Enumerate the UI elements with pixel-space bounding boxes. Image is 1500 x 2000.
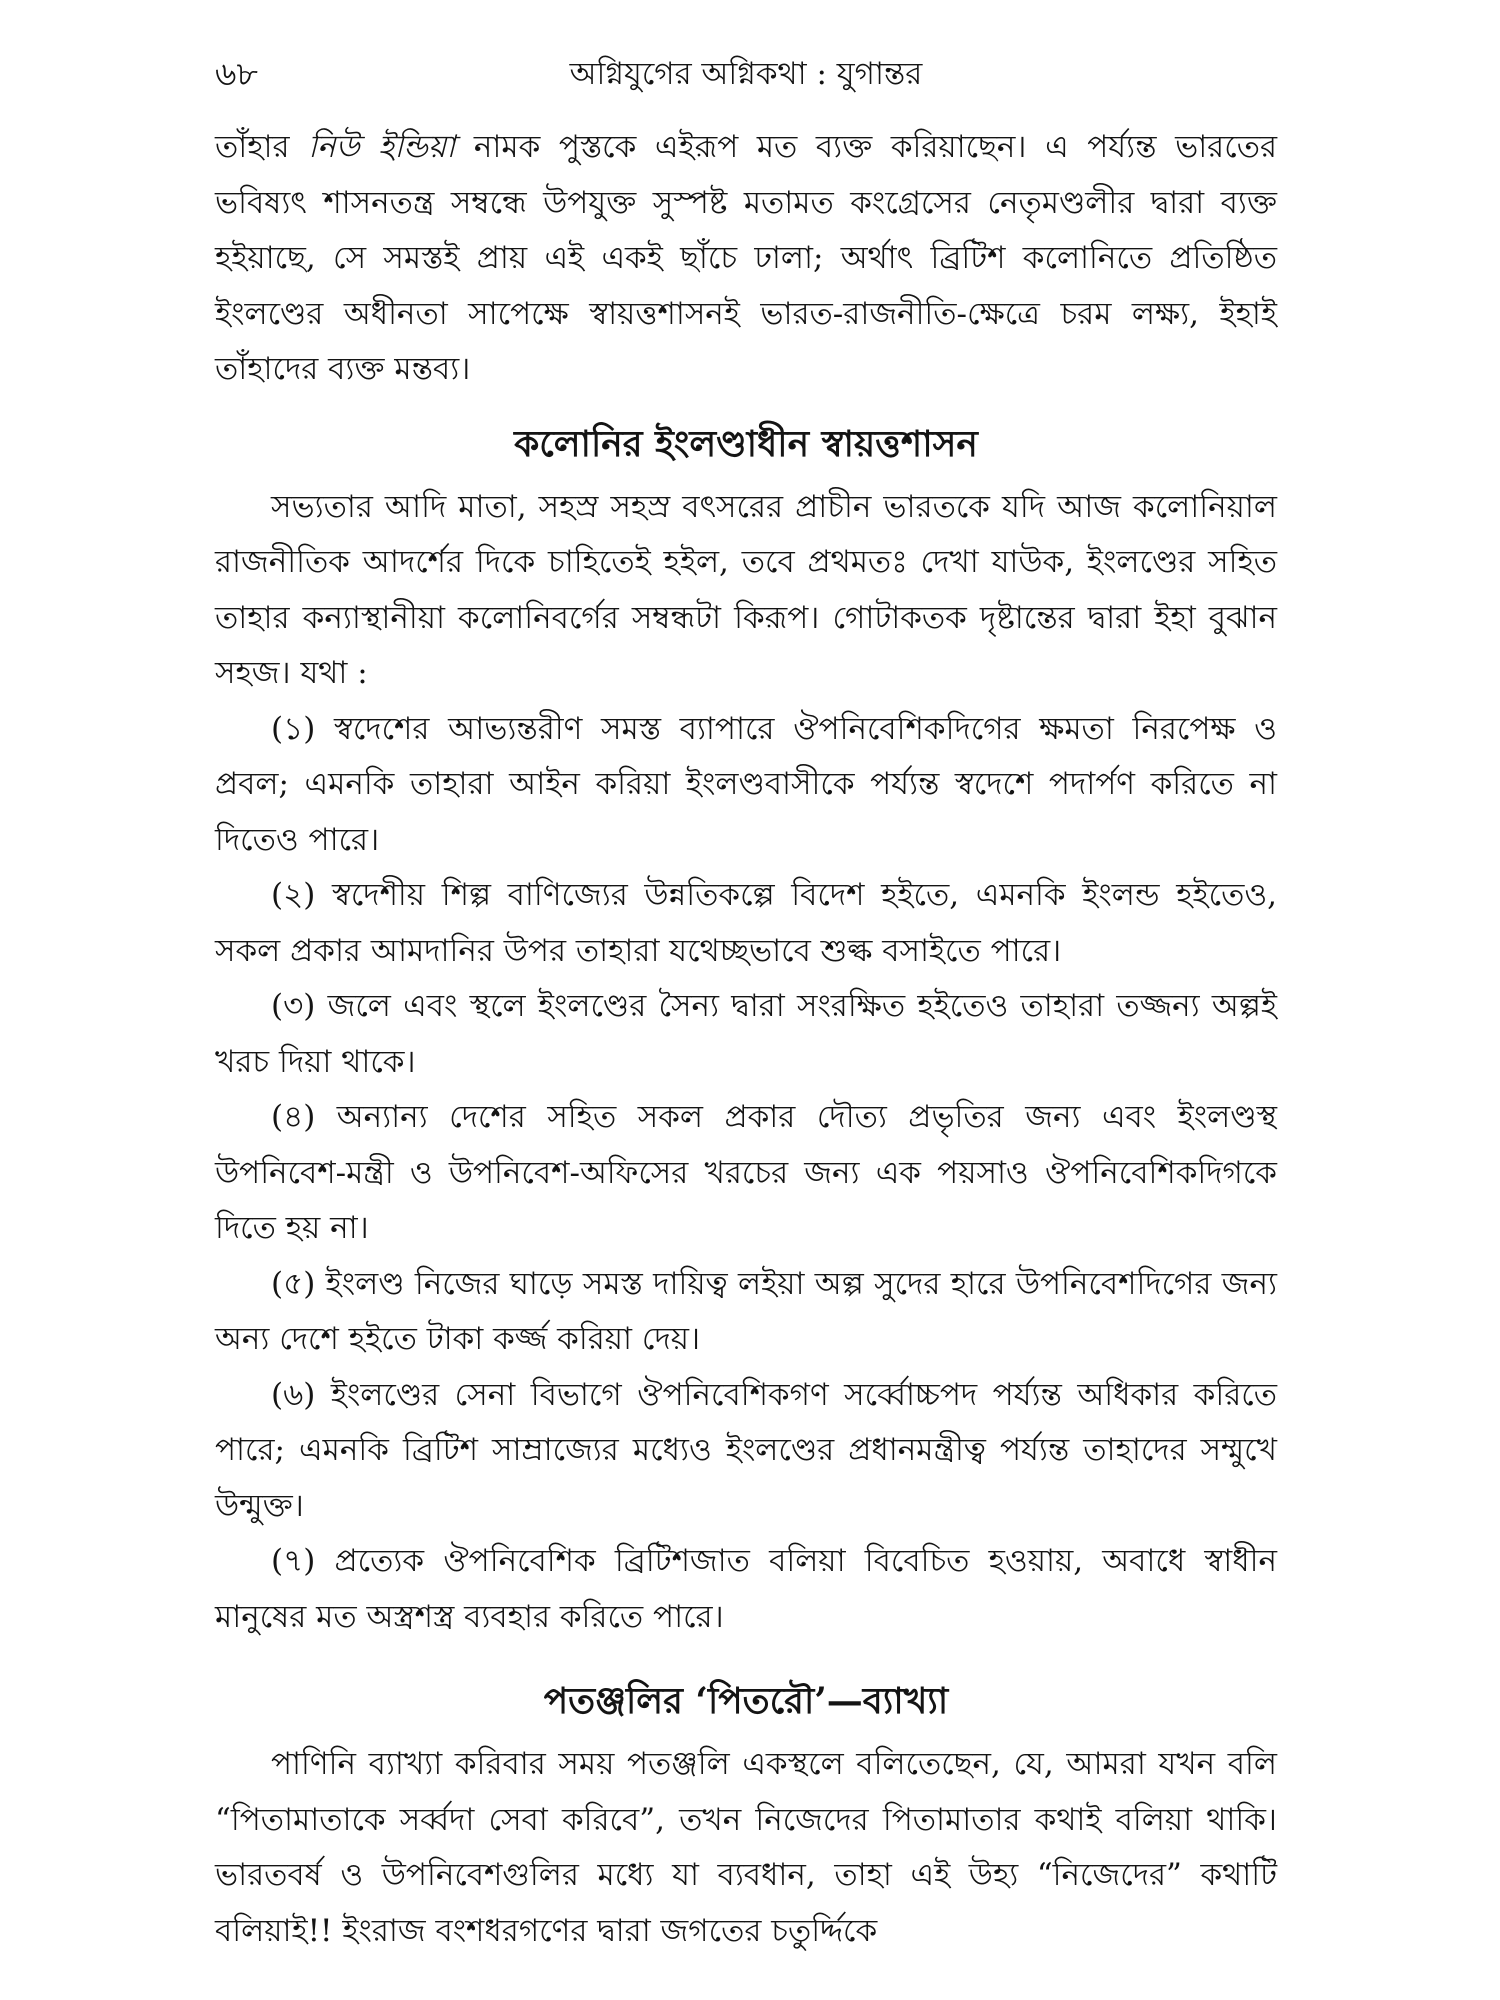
- list-item: (৬) ইংলণ্ডের সেনা বিভাগে ঔপনিবেশিকগণ সর্ব্বোচ্চপদ পর্য্যন্ত অধিকার করিতে পারে; এমনকি ব্রিটিশ সাম্রাজ্যের মধ্যেও ইংলণ্ডের প্রধানমন্ত্রীত্ব পর্য্যন্ত তাহাদের সম্মুখে উন্মুক্ত।: [215, 1376, 1277, 1524]
- intro-lead: তাঁহার: [215, 129, 309, 165]
- intro-paragraph: [215, 120, 1277, 398]
- list-item: (৩) জলে এবং স্থলে ইংলণ্ডের সৈন্য দ্বারা সংরক্ষিত হইতেও তাহারা তজ্জন্য অল্পই খরচ দিয়া থাকে।: [215, 988, 1277, 1080]
- page-number: ৬৮: [215, 54, 258, 93]
- section1-paragraph: সভ্যতার আদি মাতা, সহস্র সহস্র বৎসরের প্রাচীন ভারতকে যদি আজ কলোনিয়াল রাজনীতিক আদর্শের দিকে চাহিতেই হইল, তবে প্রথমতঃ দেখা যাউক, ইংলণ্ডের সহিত তাহার কন্যাস্থানীয়া কলোনিবর্গের সম্বন্ধটা কিরূপ। গোটাকতক দৃষ্টান্তের দ্বারা ইহা বুঝান সহজ। যথা :: [215, 488, 1277, 691]
- section-heading-patanjali: পতঞ্জলির ‘পিতরৌ’—ব্যাখ্যা: [543, 1680, 949, 1722]
- list-item: (৫) ইংলণ্ড নিজের ঘাড়ে সমস্ত দায়িত্ব লইয়া অল্প সুদের হারে উপনিবেশদিগের জন্য অন্য দেশে হইতে টাকা কর্জ্জ করিয়া দেয়।: [215, 1265, 1277, 1357]
- section-heading-colonial-self-rule: কলোনির ইংলণ্ডাধীন স্বায়ত্তশাসন: [514, 422, 978, 465]
- section2-paragraph: পাণিনি ব্যাখ্যা করিবার সময় পতঞ্জলি একস্থলে বলিতেছেন, যে, আমরা যখন বলি “পিতামাতাকে সর্ব্বদা সেবা করিবে”, তখন নিজেদের পিতামাতার কথাই বলিয়া থাকি। ভারতবর্ষ ও উপনিবেশগুলির মধ্যে যা ব্যবধান, তাহা এই উহ্য “নিজেদের” কথাটি বলিয়াই!! ইংরাজ বংশধরগণের দ্বারা জগতের চতুর্দ্দিকে: [215, 1746, 1277, 1949]
- list-item: (৪) অন্যান্য দেশের সহিত সকল প্রকার দৌত্য প্রভৃতির জন্য এবং ইংলণ্ডস্থ উপনিবেশ-মন্ত্রী ও উপনিবেশ-অফিসের খরচের জন্য এক পয়সাও ঔপনিবেশিকদিগকে দিতে হয় না।: [215, 1099, 1277, 1246]
- page-body: [215, 120, 1277, 1959]
- intro-rest: নামক পুস্তকে এইরূপ মত ব্যক্ত করিয়াছেন। এ পর্য্যন্ত ভারতের ভবিষ্যৎ শাসনতন্ত্র সম্বন্ধে উপযুক্ত সুস্পষ্ট মতামত কংগ্রেসের নেতৃমণ্ডলীর দ্বারা ব্যক্ত হইয়াছে, সে সমস্তই প্রায় এই একই ছাঁচে ঢালা; অর্থাৎ ব্রিটিশ কলোনিতে প্রতিষ্ঠিত ইংলণ্ডের অধীনতা সাপেক্ষে স্বায়ত্তশাসনই ভারত-রাজনীতি-ক্ষেত্রে চরম লক্ষ্য, ইহাই তাঁহাদের ব্যক্ত মন্তব্য।: [215, 129, 1278, 387]
- page-header: [215, 46, 1277, 102]
- list-item: (৭) প্রত্যেক ঔপনিবেশিক ব্রিটিশজাত বলিয়া বিবেচিত হওয়ায়, অবাধে স্বাধীন মানুষের মত অস্ত্রশস্ত্র ব্যবহার করিতে পারে।: [215, 1543, 1277, 1635]
- list-item: (১) স্বদেশের আভ্যন্তরীণ সমস্ত ব্যাপারে ঔপনিবেশিকদিগের ক্ষমতা নিরপেক্ষ ও প্রবল; এমনকি তাহারা আইন করিয়া ইংলণ্ডবাসীকে পর্য্যন্ত স্বদেশে পদার্পণ করিতে না দিতেও পারে।: [215, 710, 1277, 858]
- list-item: (২) স্বদেশীয় শিল্প বাণিজ্যের উন্নতিকল্পে বিদেশ হইতে, এমনকি ইংলন্ড হইতেও, সকল প্রকার আমদানির উপর তাহারা যথেচ্ছভাবে শুল্ক বসাইতে পারে।: [215, 877, 1277, 969]
- running-title: অগ্নিযুগের অগ্নিকথা : যুগান্তর: [569, 56, 923, 92]
- book-title: নিউ ইন্ডিয়া: [308, 129, 456, 165]
